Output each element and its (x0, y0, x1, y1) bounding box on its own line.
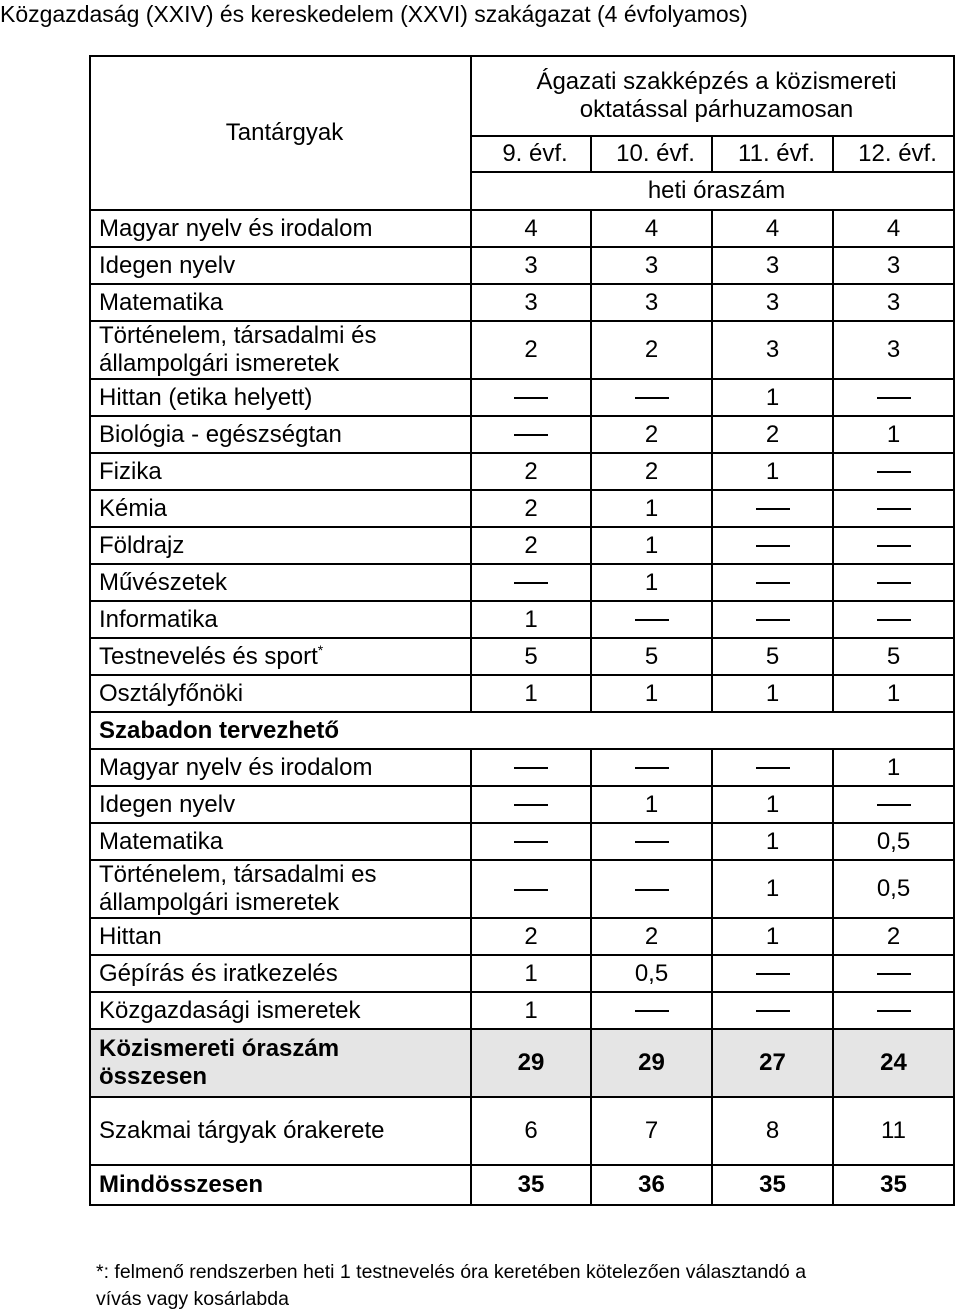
subject-label-line1: Történelem, társadalmi es (99, 861, 377, 888)
table-row (90, 453, 954, 490)
subject-label-text: Közgazdasági ismeretek (99, 996, 361, 1024)
hours-cell: 0,5 (591, 955, 712, 992)
dash-mark (635, 397, 669, 399)
table-row (90, 527, 954, 564)
hours-cell (833, 992, 954, 1029)
grand-total-label-text: Mindösszesen (99, 1171, 264, 1198)
hours-cell: 35 (833, 1165, 954, 1205)
dash-mark (514, 767, 548, 769)
hours-cell (712, 601, 833, 638)
hours-cell (712, 955, 833, 992)
hours-cell: 2 (471, 321, 591, 379)
table-row (90, 860, 954, 918)
subject-label (90, 918, 471, 955)
footnote-line1: *: felmenő rendszerben heti 1 testnevelés óra keretében kötelezően választandó a (96, 1261, 807, 1283)
dash-mark (514, 397, 548, 399)
subject-label-text: Fizika (99, 457, 162, 485)
hours-cell: 3 (591, 284, 712, 321)
subject-label (90, 247, 471, 284)
hours-cell (471, 749, 591, 786)
hours-cell (471, 379, 591, 416)
free-section-label: Szabadon tervezhető (90, 712, 954, 749)
subject-label-text: Hittan (etika helyett) (99, 383, 313, 411)
total-label-line2: összesen (99, 1063, 208, 1090)
subject-label-text: Idegen nyelv (99, 251, 236, 279)
subject-label (90, 675, 471, 712)
hours-cell (712, 527, 833, 564)
hours-cell: 3 (471, 284, 591, 321)
dash-mark (514, 582, 548, 584)
hours-cell: 1 (471, 992, 591, 1029)
section-row (90, 712, 954, 749)
hours-cell: 0,5 (833, 860, 954, 918)
table-row (90, 284, 954, 321)
track-header-line1: Ágazati szakképzés a közismereti (536, 68, 897, 95)
hours-cell: 3 (833, 247, 954, 284)
hours-cell: 3 (591, 247, 712, 284)
professional-row (90, 1097, 954, 1165)
subject-label-text: Földrajz (99, 531, 185, 559)
hours-cell: 1 (591, 564, 712, 601)
table-row (90, 823, 954, 860)
hours-cell (591, 992, 712, 1029)
hours-cell (712, 564, 833, 601)
subject-label-line1: Történelem, társadalmi és (99, 322, 377, 349)
dash-mark (514, 889, 548, 891)
hours-cell: 1 (591, 786, 712, 823)
table-row (90, 955, 954, 992)
hours-cell: 29 (471, 1029, 591, 1097)
weekly-hours-table (89, 55, 955, 1206)
hours-cell: 0,5 (833, 823, 954, 860)
hours-cell: 1 (712, 453, 833, 490)
total-row (90, 1029, 954, 1097)
track-header-line2: oktatással párhuzamosan (579, 96, 854, 123)
dash-mark (756, 508, 790, 510)
hours-cell: 1 (712, 786, 833, 823)
hours-cell (833, 527, 954, 564)
hours-cell (471, 860, 591, 918)
hours-cell: 2 (833, 918, 954, 955)
hours-cell: 5 (833, 638, 954, 675)
hours-cell: 1 (712, 823, 833, 860)
hours-cell: 1 (712, 918, 833, 955)
subject-label-text: Matematika (99, 827, 224, 855)
hours-cell: 4 (833, 210, 954, 247)
dash-mark (756, 619, 790, 621)
subject-label-text: Magyar nyelv és irodalom (99, 214, 373, 242)
hours-cell: 29 (591, 1029, 712, 1097)
subject-label-text: Testnevelés és sport (99, 642, 318, 670)
table-row (90, 416, 954, 453)
table-row (90, 786, 954, 823)
dash-mark (635, 619, 669, 621)
hours-cell: 11 (833, 1097, 954, 1165)
table-row (90, 638, 954, 675)
subject-label (90, 992, 471, 1029)
table-row (90, 490, 954, 527)
subject-label (90, 379, 471, 416)
table-row (90, 321, 954, 379)
subject-label (90, 527, 471, 564)
dash-mark (756, 973, 790, 975)
hours-cell: 4 (471, 210, 591, 247)
hours-cell: 1 (833, 416, 954, 453)
hours-cell: 5 (591, 638, 712, 675)
table-row (90, 601, 954, 638)
hours-cell (471, 416, 591, 453)
hours-cell (471, 823, 591, 860)
hours-cell (833, 786, 954, 823)
hours-cell: 5 (471, 638, 591, 675)
dash-mark (514, 841, 548, 843)
dash-mark (877, 582, 911, 584)
hours-cell (591, 860, 712, 918)
hours-cell: 1 (591, 527, 712, 564)
dash-mark (635, 841, 669, 843)
dash-mark (877, 397, 911, 399)
dash-mark (514, 804, 548, 806)
hours-cell (833, 379, 954, 416)
subject-label-text: Biológia - egészségtan (99, 420, 342, 448)
hours-cell: 7 (591, 1097, 712, 1165)
hours-cell: 2 (591, 453, 712, 490)
dash-mark (756, 1010, 790, 1012)
subject-label-text: Osztályfőnöki (99, 679, 244, 707)
hours-cell: 3 (833, 284, 954, 321)
hours-cell: 6 (471, 1097, 591, 1165)
hours-cell: 5 (712, 638, 833, 675)
dash-mark (877, 804, 911, 806)
hours-cell (833, 564, 954, 601)
table-row (90, 379, 954, 416)
hours-cell: 1 (471, 955, 591, 992)
dash-mark (877, 1010, 911, 1012)
table-row (90, 749, 954, 786)
table-row (90, 247, 954, 284)
dash-mark (877, 471, 911, 473)
subject-label-text: Gépírás és iratkezelés (99, 959, 338, 987)
hours-cell: 4 (712, 210, 833, 247)
hours-cell: 3 (833, 321, 954, 379)
subject-label-text: Kémia (99, 494, 168, 522)
hours-cell (712, 490, 833, 527)
subject-label (90, 564, 471, 601)
table-row (90, 210, 954, 247)
table-row (90, 675, 954, 712)
subject-label-line2: állampolgári ismeretek (99, 889, 340, 916)
dash-mark (877, 619, 911, 621)
year-header-11: 11. évf. (712, 136, 833, 172)
professional-label-text: Szakmai tárgyak órakerete (99, 1117, 385, 1144)
hours-cell: 1 (833, 675, 954, 712)
hours-cell: 2 (471, 490, 591, 527)
professional-label (90, 1097, 471, 1165)
footnote-line2: vívás vagy kosárlabda (96, 1288, 289, 1310)
hours-cell: 2 (471, 527, 591, 564)
table-row (90, 564, 954, 601)
dash-mark (877, 508, 911, 510)
subject-label (90, 601, 471, 638)
grand-total-row (90, 1165, 954, 1205)
hours-cell (591, 823, 712, 860)
dash-mark (756, 767, 790, 769)
dash-mark (635, 767, 669, 769)
subject-label (90, 321, 471, 379)
hours-cell: 35 (471, 1165, 591, 1205)
dash-mark (635, 889, 669, 891)
table-row (90, 918, 954, 955)
hours-cell: 1 (591, 675, 712, 712)
subject-label-text: Matematika (99, 288, 224, 316)
subject-label (90, 786, 471, 823)
subject-label (90, 453, 471, 490)
hours-cell (471, 564, 591, 601)
hours-cell: 24 (833, 1029, 954, 1097)
hours-cell: 1 (471, 601, 591, 638)
subject-label (90, 860, 471, 918)
page-title: Közgazdaság (XXIV) és kereskedelem (XXVI) szakágazat (4 évfolyamos) (0, 1, 748, 27)
subject-label (90, 284, 471, 321)
subject-label-text: Hittan (99, 922, 162, 950)
hours-cell: 1 (833, 749, 954, 786)
hours-cell (833, 490, 954, 527)
subject-label (90, 749, 471, 786)
year-header-9: 9. évf. (471, 136, 591, 172)
year-header-12: 12. évf. (833, 136, 954, 172)
subjects-header: Tantárgyak (90, 56, 471, 210)
hours-cell (471, 786, 591, 823)
hours-cell: 35 (712, 1165, 833, 1205)
subject-label (90, 823, 471, 860)
hours-cell: 2 (591, 416, 712, 453)
subject-label (90, 490, 471, 527)
subject-label (90, 955, 471, 992)
subject-label-text: Informatika (99, 605, 218, 633)
total-label (90, 1029, 471, 1097)
hours-cell: 1 (591, 490, 712, 527)
hours-cell (833, 601, 954, 638)
dash-mark (877, 545, 911, 547)
hours-cell: 3 (712, 247, 833, 284)
hours-cell: 4 (591, 210, 712, 247)
hours-cell (833, 453, 954, 490)
hours-cell (712, 992, 833, 1029)
footnote (96, 1259, 956, 1313)
hours-cell: 8 (712, 1097, 833, 1165)
dash-mark (877, 973, 911, 975)
track-header (471, 56, 954, 136)
hours-cell: 2 (591, 321, 712, 379)
hours-cell (591, 379, 712, 416)
subject-label (90, 210, 471, 247)
subject-label (90, 638, 471, 675)
hours-cell: 3 (471, 247, 591, 284)
hours-cell: 2 (712, 416, 833, 453)
hours-cell: 2 (471, 918, 591, 955)
hours-cell: 1 (712, 860, 833, 918)
grand-total-label (90, 1165, 471, 1205)
hours-cell: 3 (712, 284, 833, 321)
total-label-line1: Közismereti óraszám (99, 1035, 340, 1062)
hours-cell: 3 (712, 321, 833, 379)
footnote-marker: * (317, 641, 324, 658)
unit-header: heti óraszám (471, 172, 954, 210)
table-row (90, 992, 954, 1029)
hours-cell: 1 (712, 379, 833, 416)
subject-label-text: Idegen nyelv (99, 790, 236, 818)
hours-cell: 1 (712, 675, 833, 712)
subject-label-line2: állampolgári ismeretek (99, 350, 340, 377)
subject-label (90, 416, 471, 453)
hours-cell: 2 (471, 453, 591, 490)
year-header-10: 10. évf. (591, 136, 712, 172)
hours-cell (712, 749, 833, 786)
hours-cell (591, 749, 712, 786)
hours-cell: 2 (591, 918, 712, 955)
dash-mark (635, 1010, 669, 1012)
subject-label-text: Művészetek (99, 568, 228, 596)
hours-cell (833, 955, 954, 992)
hours-cell: 36 (591, 1165, 712, 1205)
hours-cell (591, 601, 712, 638)
hours-cell: 27 (712, 1029, 833, 1097)
subject-label-text: Magyar nyelv és irodalom (99, 753, 373, 781)
hours-cell: 1 (471, 675, 591, 712)
dash-mark (756, 582, 790, 584)
dash-mark (756, 545, 790, 547)
dash-mark (514, 434, 548, 436)
